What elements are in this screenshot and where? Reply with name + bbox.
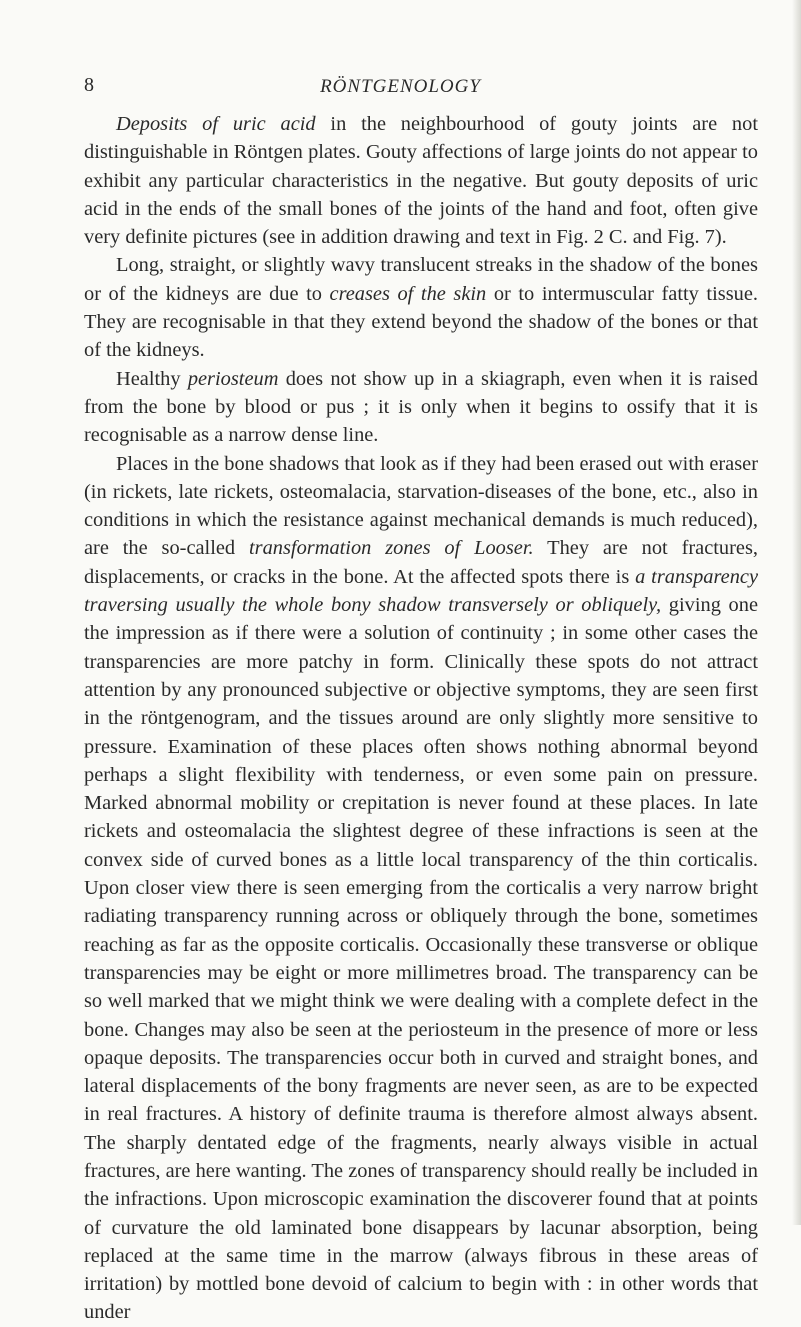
italic-term: periosteum bbox=[187, 367, 279, 390]
paragraph bbox=[84, 450, 758, 1327]
italic-term: transformation zones of Looser. bbox=[249, 537, 534, 560]
paragraph bbox=[84, 251, 758, 364]
page-header bbox=[0, 74, 801, 110]
page-number: 8 bbox=[84, 74, 94, 96]
text-run: does not show up in a skiagraph, even when it is raised from the bone by blood or pus ; it is only when it begins to ossify that it is recognisable as a narrow dense line. bbox=[84, 367, 758, 447]
text-run: Places in the bone shadows that look as if they had been erased out with eraser (in rickets, late rickets, osteomalacia, starvation-diseases of the bone, etc., also in conditions in which the resistance against mechanical demands is much reduced), are the so-called bbox=[84, 452, 758, 560]
text-run: They are not fractures, displacements, or cracks in the bone. At the affected spots there is bbox=[84, 537, 758, 588]
italic-term: Deposits of uric acid bbox=[116, 113, 316, 135]
page-edge-shadow bbox=[792, 0, 801, 1225]
body-text bbox=[84, 110, 758, 1327]
paragraph bbox=[84, 365, 758, 450]
text-run: giving one the impression as if there were a solution of continuity ; in some other cases the transparencies are more patchy in form. Clinically these spots do not attract attention by any pronounced subjective or objective symptoms, they are seen first in the röntgenogram, and the tissues around are only slightly more sensitive to pressure. Examination of these places often shows nothing abnormal beyond perhaps a slight flexibility with tenderness, or even some pain on pressure. Marked abnormal mobility or crepitation is never found at these places. In late rickets and osteomalacia the slightest degree of these infractions is seen at the convex side of curved bones as a little local transparency of the thin corticalis. Upon closer view there is seen emerging from the corticalis a very narrow bright radiating transparency running across or obliquely through the bone, sometimes reaching as far as the opposite corticalis. Occasionally these transverse or oblique transparencies may be eight or more millimetres broad. The transparency can be so well marked that we might think we were dealing with a complete defect in the bone. Changes may also be seen at the periosteum in the presence of more or less opaque deposits. The transparencies occur both in curved and straight bones, and lateral displacements of the bony fragments are never seen, as are to be expected in real fractures. A history of definite trauma is therefore almost always absent. The sharply dentated edge of the fragments, nearly always visible in actual fractures, are here wanting. The zones of transparency should really be included in the infractions. Upon microscopic examination the discoverer found that at points of curvature the old laminated bone disappears by lacunar absorption, being replaced at the same time in the marrow (always fibrous in these areas of irritation) by mottled bone devoid of calcium to begin with : in other words that under bbox=[84, 594, 758, 1324]
italic-term: creases of the skin bbox=[329, 282, 487, 305]
text-run: or to intermuscular fatty tissue. They are recognisable in that they extend beyond the shadow of the bones or that of the kidneys. bbox=[84, 282, 758, 362]
text-run: Healthy bbox=[116, 367, 188, 390]
italic-term: a transparency traversing usually the whole bony shadow transversely or obliquely, bbox=[84, 565, 758, 617]
paragraph bbox=[84, 110, 758, 251]
text-run: Long, straight, or slightly wavy translucent streaks in the shadow of the bones or of the kidneys are due to bbox=[84, 254, 758, 305]
text-run: in the neighbourhood of gouty joints are not distinguishable in Röntgen plates. Gouty affections of large joints do not appear to exhibit any particular characteristics in the negative. But gouty deposits of uric acid in the ends of the small bones of the joints of the hand and foot, often give very definite pictures (see in addition drawing and text in Fig. 2 C. and Fig. 7). bbox=[84, 113, 758, 249]
running-head: RÖNTGENOLOGY bbox=[320, 76, 481, 97]
